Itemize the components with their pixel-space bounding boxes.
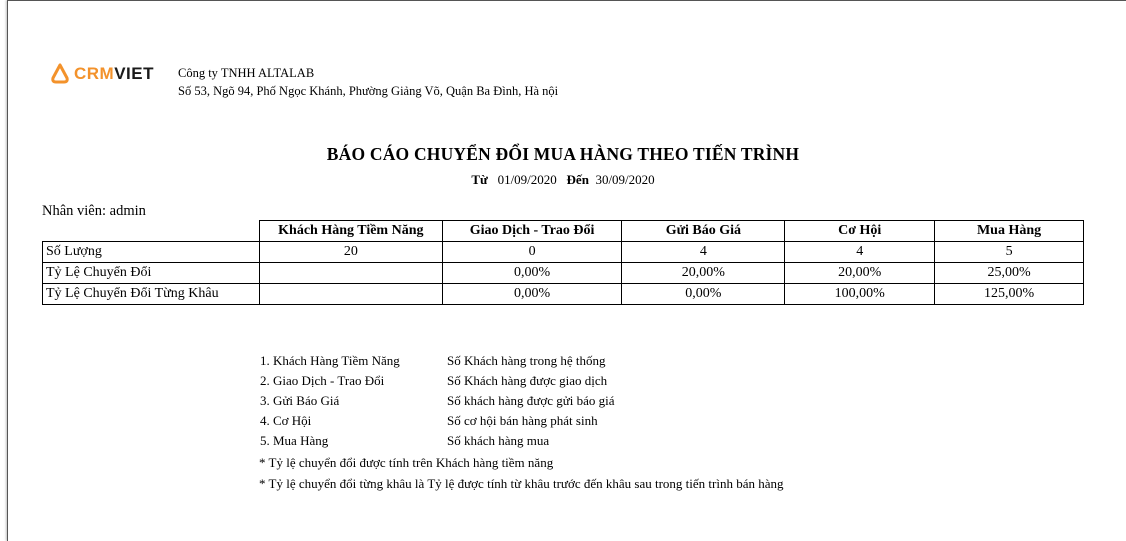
table-cell: 0,00% bbox=[622, 284, 785, 305]
report-title: BÁO CÁO CHUYỂN ĐỔI MUA HÀNG THEO TIẾN TRÌNH bbox=[326, 144, 800, 164]
table-cell: 0,00% bbox=[442, 263, 622, 284]
table-row bbox=[43, 263, 1084, 284]
crmviet-logo bbox=[50, 61, 154, 87]
legend-desc: Số Khách hàng được giao dịch bbox=[447, 373, 608, 388]
column-header: Khách Hàng Tiềm Năng bbox=[259, 221, 442, 242]
table-corner-cell bbox=[43, 221, 260, 242]
table-cell: 20,00% bbox=[785, 263, 935, 284]
table-cell: 100,00% bbox=[785, 284, 935, 305]
legend-desc: Số Khách hàng trong hệ thống bbox=[447, 353, 606, 368]
legend-item bbox=[260, 431, 615, 451]
logo-text bbox=[74, 64, 154, 84]
legend-item bbox=[260, 371, 615, 391]
note-line: * Tỷ lệ chuyển đổi được tính trên Khách hàng tiềm năng bbox=[259, 455, 554, 470]
conversion-table bbox=[42, 220, 1084, 305]
table-row bbox=[43, 284, 1084, 305]
logo-viet: VIET bbox=[114, 64, 155, 83]
row-label: Số Lượng bbox=[43, 242, 260, 263]
table-row bbox=[43, 242, 1084, 263]
legend-desc: Số khách hàng được gửi báo giá bbox=[447, 393, 615, 408]
company-name: Công ty TNHH ALTALAB bbox=[178, 66, 315, 80]
table-header-row bbox=[43, 221, 1084, 242]
legend-list bbox=[260, 351, 615, 451]
table-cell: 20,00% bbox=[622, 263, 785, 284]
table-cell: 5 bbox=[935, 242, 1084, 263]
notes bbox=[259, 452, 784, 494]
date-range bbox=[0, 172, 1126, 188]
legend-desc: Số khách hàng mua bbox=[447, 433, 550, 448]
table-cell: 4 bbox=[622, 242, 785, 263]
note-line: * Tỷ lệ chuyển đổi từng khâu là Tỷ lệ được tính từ khâu trước đến khâu sau trong tiến trình bán hàng bbox=[259, 476, 784, 491]
row-label: Tỷ Lệ Chuyển Đổi Từng Khâu bbox=[43, 284, 260, 305]
table-cell bbox=[259, 263, 442, 284]
from-date: 01/09/2020 bbox=[497, 172, 557, 187]
table-cell: 125,00% bbox=[935, 284, 1084, 305]
to-date: 30/09/2020 bbox=[595, 172, 655, 187]
column-header: Gửi Báo Giá bbox=[622, 221, 785, 242]
to-label: Đến bbox=[566, 172, 589, 187]
column-header: Giao Dịch - Trao Đổi bbox=[442, 221, 622, 242]
table-cell: 4 bbox=[785, 242, 935, 263]
company-info bbox=[178, 64, 558, 100]
legend-item bbox=[260, 391, 615, 411]
table-cell: 25,00% bbox=[935, 263, 1084, 284]
employee-label: Nhân viên: admin bbox=[42, 203, 146, 219]
legend-term: 1. Khách Hàng Tiềm Năng bbox=[260, 353, 400, 368]
legend-term: 5. Mua Hàng bbox=[260, 433, 329, 448]
legend-term: 2. Giao Dịch - Trao Đổi bbox=[260, 373, 385, 388]
logo-crm: CRM bbox=[74, 64, 115, 83]
legend-term: 4. Cơ Hội bbox=[260, 413, 312, 428]
from-label: Từ bbox=[471, 172, 488, 187]
legend-item bbox=[260, 351, 615, 371]
column-header: Mua Hàng bbox=[935, 221, 1084, 242]
row-label: Tỷ Lệ Chuyển Đổi bbox=[43, 263, 260, 284]
table-cell: 0,00% bbox=[442, 284, 622, 305]
column-header: Cơ Hội bbox=[785, 221, 935, 242]
company-address: Số 53, Ngõ 94, Phố Ngọc Khánh, Phường Giảng Võ, Quận Ba Đình, Hà nội bbox=[178, 84, 559, 98]
table-cell: 0 bbox=[442, 242, 622, 263]
legend-desc: Số cơ hội bán hàng phát sinh bbox=[447, 413, 598, 428]
legend-term: 3. Gửi Báo Giá bbox=[260, 393, 340, 408]
crmviet-logo-icon bbox=[50, 63, 70, 85]
table-cell: 20 bbox=[259, 242, 442, 263]
legend-item bbox=[260, 411, 615, 431]
table-cell bbox=[259, 284, 442, 305]
